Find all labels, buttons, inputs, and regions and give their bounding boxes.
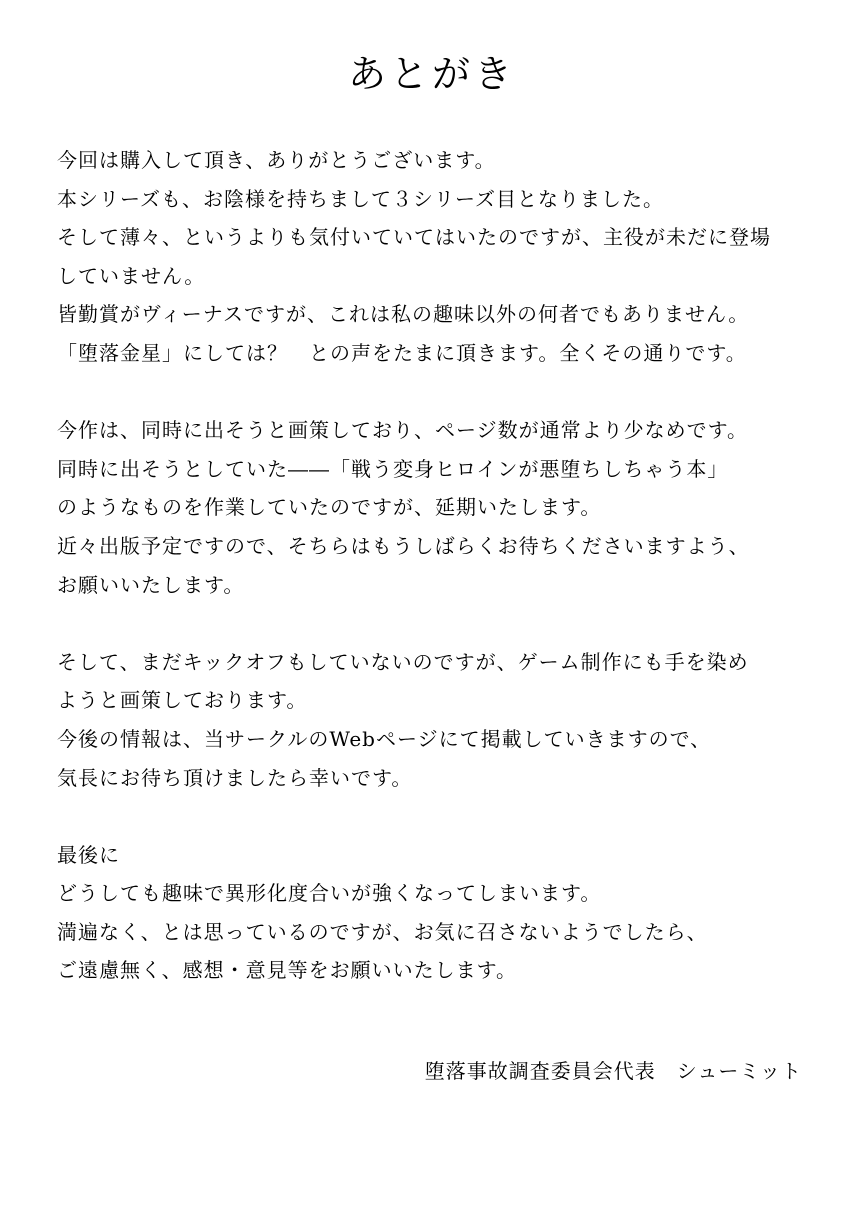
paragraph-gap bbox=[57, 373, 827, 412]
paragraph-2-line-3: のようなものを作業していたのですが、延期いたします。 bbox=[57, 495, 602, 520]
paragraph-1-line-5: 皆勤賞がヴィーナスですが、これは私の趣味以外の何者でもありません。 bbox=[57, 302, 750, 327]
paragraph-4-line-4: ご遠慮無く、感想・意見等をお願いいたします。 bbox=[57, 958, 517, 983]
paragraph-gap bbox=[57, 797, 827, 836]
paragraph-3-line-3: 今後の情報は、当サークルのWebページにて掲載していきますので、 bbox=[57, 726, 712, 751]
paragraph-3-line-2: ようと画策しております。 bbox=[57, 688, 308, 713]
paragraph-4-line-1: 最後に bbox=[57, 842, 120, 867]
paragraph-gap bbox=[57, 604, 827, 643]
paragraph-1-line-3: そして薄々、というよりも気付いていてはいたのですが、主役が未だに登場 bbox=[57, 225, 771, 250]
paragraph-2-line-4: 近々出版予定ですので、そちらはもうしばらくお待ちくださいますよう、 bbox=[57, 533, 750, 558]
paragraph-1-line-1: 今回は購入して頂き、ありがとうございます。 bbox=[57, 148, 496, 172]
paragraph-2-line-2: 同時に出そうとしていた――「戦う変身ヒロインが悪堕ちしちゃう本」 bbox=[57, 456, 729, 481]
afterword-body bbox=[57, 141, 827, 990]
paragraph-1-line-4: していません。 bbox=[57, 263, 206, 288]
paragraph-2-line-1: 今作は、同時に出そうと画策しており、ページ数が通常より少なめです。 bbox=[57, 418, 748, 443]
paragraph-1-line-2: 本シリーズも、お陰様を持ちまして３シリーズ目となりました。 bbox=[57, 186, 664, 211]
paragraph-3-line-4: 気長にお待ち頂けましたら幸いです。 bbox=[57, 765, 413, 790]
author-signature: 堕落事故調査委員会代表 シューミット bbox=[424, 1059, 802, 1083]
paragraph-2-line-5: お願いいたします。 bbox=[57, 572, 245, 597]
paragraph-4-line-2: どうしても趣味で異形化度合いが強くなってしまいます。 bbox=[57, 881, 602, 906]
page-title: あとがき bbox=[347, 52, 516, 96]
paragraph-4-line-3: 満遍なく、とは思っているのですが、お気に召さないようでしたら、 bbox=[57, 919, 708, 944]
paragraph-1-line-6: 「堕落金星」にしては？ との声をたまに頂きます。全くその通りです。 bbox=[57, 340, 747, 365]
paragraph-3-line-1: そして、まだキックオフもしていないのですが、ゲーム制作にも手を染め bbox=[57, 649, 749, 674]
